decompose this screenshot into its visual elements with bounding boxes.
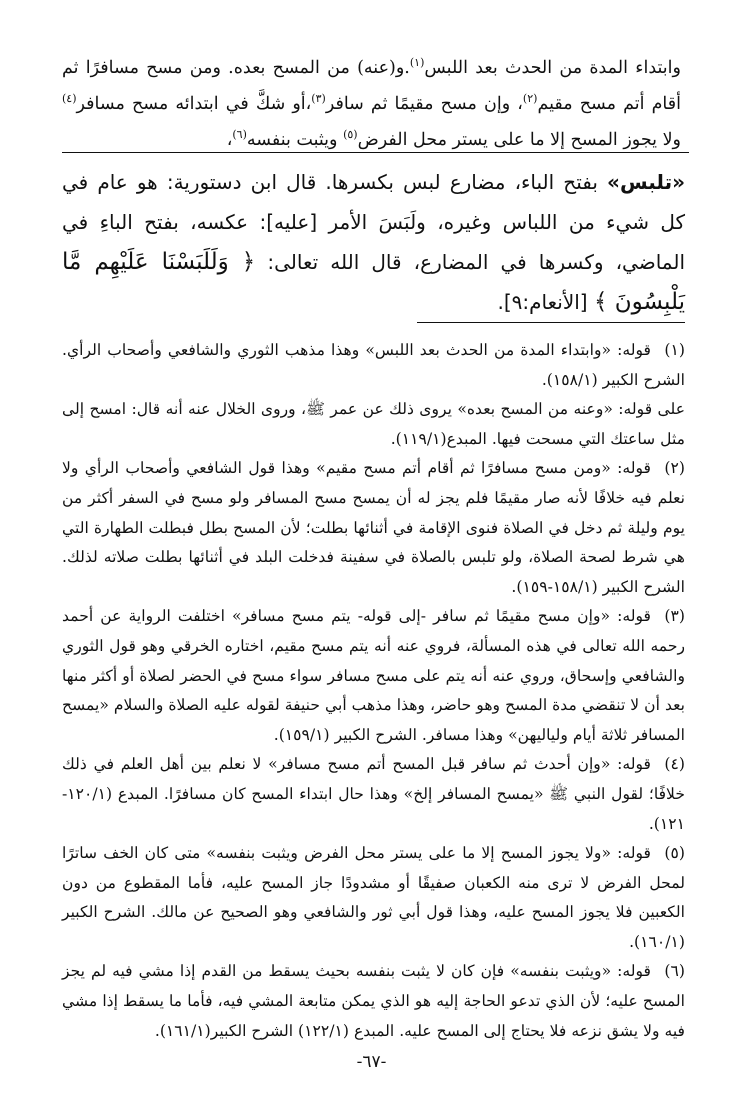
footnotes [62, 336, 685, 1046]
footnote-text: على قوله: «وعنه من المسح بعده» يروى ذلك عن عمر ﷺ، وروى الخلال عنه أنه قال: امسح إلى مثل ساعتك التي مسحت فيها. المبدع(١١٩/١). [62, 400, 685, 448]
footnote-4 [62, 750, 685, 839]
footnote-number: (٣) [664, 607, 685, 626]
footnote-number: (٥) [664, 844, 685, 863]
main-divider [62, 152, 689, 153]
footnote-1 [62, 336, 685, 395]
footnote-text: قوله: «وابتداء المدة من الحدث بعد اللبس» وهذا مذهب الثوري والشافعي وأصحاب الرأي. الشرح الكبير (١٥٨/١). [62, 341, 685, 389]
gloss-text-1: بفتح الباء، مضارع لبس بكسرها. قال ابن دستورية: هو عام في كل شيء من اللباس وغيره، ولَبَسَ الأمر [عليه]: عكسه، بفتح الباءِ في الماضي، وكسرها في المضارع، قال الله تعالى: [62, 170, 686, 274]
footnote-ref-6: (٦) [232, 128, 247, 142]
footnote-ref-2: (٢) [522, 92, 538, 106]
main-text-line2d: ولا [662, 130, 681, 150]
footnote-text: قوله: «ومن مسح مسافرًا ثم أقام أتم مسح مقيم» وهذا قول الشافعي وأصحاب الرأي ولا نعلم فيه خلافًا لأنه صار مقيمًا فلم يجز له أن يمسح مسح المسافر ولو مسح في السفر أكثر من يوم وليلة ثم دخل في الصلاة فنوى الإقامة في أثنائها بطلت؛ لأن المسح بطل فبطلت الطهارة التي هي شرط لصحة الصلاة، ولو تلبس بالصلاة في سفينة فدخلت البلد في أثنائها بطلت صلاته لذلك. الشرح الكبير (١٥٨/١-١٥٩). [62, 459, 685, 596]
gloss-text-2: [الأنعام:٩]. [497, 290, 594, 314]
footnote-text: قوله: «ويثبت بنفسه» فإن كان لا يثبت بنفسه بحيث يسقط من القدم إذا مشي فيه لم يجز المسح عليه؛ لأن الذي تدعو الحاجة إليه هو الذي يمكن متابعة المشي فيه، فأما ما يسقط إذا مشي فيه ولا يشق نزعه فلا يحتاج إلى المسح عليه. المبدع (١٢٢/١) الشرح الكبير(١٦١/١). [62, 962, 685, 1040]
footnote-ref-1: (١) [409, 56, 425, 70]
footnote-5 [62, 839, 685, 957]
footnote-text: قوله: «وإن مسح مقيمًا ثم سافر -إلى قوله- يتم مسح مسافر» اختلفت الرواية عن أحمد رحمه الله تعالى في هذه المسألة، فروي عنه أنه يتم مسح مقيم، اختاره الخرقي وهو قول الثوري والشافعي وإسحاق، وروي عنه أنه يتم على مسح مسافر سواء مسح في الحضر لصلاة أو أكثر منها بعد أن لا تنقضي مدة المسح وهو حاضر، وهذا مذهب أبي حنيفة لقوله عليه الصلاة والسلام «يمسح المسافر ثلاثة أيام ولياليهن» وهذا مسافر. الشرح الكبير (١٥٩/١). [62, 607, 685, 744]
main-text-line3b: ويثبت بنفسه [246, 130, 344, 150]
footnote-text: قوله: «وإن أحدث ثم سافر قبل المسح أتم مسح مسافر» لا نعلم بين أهل العلم في ذلك خلافًا؛ لقول النبي ﷺ «يمسح المسافر إلخ» وهذا حال ابتداء المسح كان مسافرًا. المبدع (١٢٠/١- ١٢١). [62, 755, 685, 833]
main-text [62, 50, 681, 158]
footnote-6 [62, 957, 685, 1046]
footnote-text: قوله: «ولا يجوز المسح إلا ما على يستر محل الفرض ويثبت بنفسه» متى كان الخف ساترًا لمحل الفرض لا ترى منه الكعبان صفيقًا أو مشدودًا جاز المسح عليه، فأما المقطوع من دون الكعبين فلا يجوز المسح عليه، وهذا قول أبي ثور والشافعي وهو الصحيح عن مالك. الشرح الكبير (١٦٠/١). [62, 844, 685, 951]
footnote-ref-5: (٥) [343, 128, 358, 142]
footnote-3 [62, 602, 685, 750]
footnote-number: (١) [664, 341, 685, 359]
main-text-line2b: ، وإن مسح مقيمًا ثم سافر [325, 94, 523, 114]
main-text-line1b: .و(عنه) من المسح بعده. ومن مسح مسافرًا ثم أقام [62, 58, 681, 114]
footnote-1-continued [62, 395, 685, 454]
main-text-line3c: ، [226, 130, 233, 150]
footnote-number: (٢) [664, 459, 685, 478]
page-number: -٦٧- [356, 1052, 387, 1072]
main-text-line3: يجوز المسح إلا ما على يستر محل الفرض [357, 130, 657, 150]
footnote-number: (٦) [664, 962, 685, 981]
footnote-2 [62, 454, 685, 602]
quran-verse: ﴿ وَلَلَبَسْنَا عَلَيْهِم مَّا يَلْبِسُونَ ﴾ [62, 249, 685, 315]
footnote-number: (٤) [664, 755, 685, 774]
gloss-paragraph [62, 162, 685, 322]
main-text-line1: وابتداء المدة من الحدث بعد اللبس [424, 58, 681, 78]
main-text-line2c: ،أو شكَّ في ابتدائه مسح مسافر [76, 94, 312, 114]
footnote-ref-3: (٣) [311, 92, 326, 106]
footnotes-divider [417, 322, 685, 323]
gloss-term: «تلبس» [607, 170, 685, 194]
main-text-line2: أتم مسح مقيم [537, 94, 645, 114]
footnote-ref-4: (٤) [62, 92, 77, 106]
